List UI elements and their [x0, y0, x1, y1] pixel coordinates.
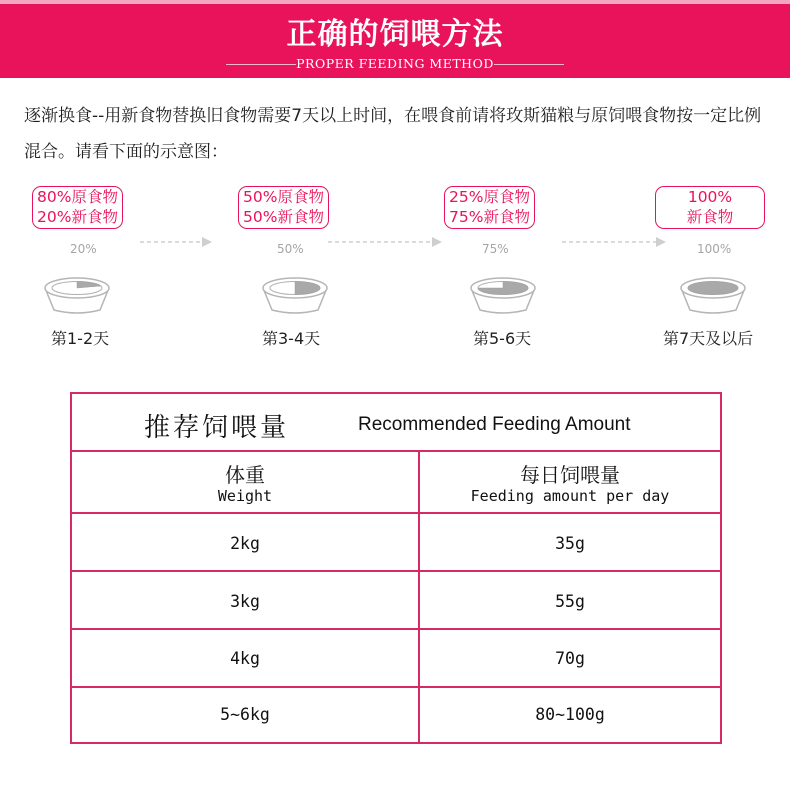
- arrow-right-icon: [140, 236, 215, 248]
- arrow-right-icon: [562, 236, 670, 248]
- stage-1-percent: 20%: [70, 242, 97, 256]
- banner-subtitle: PROPER FEEDING METHOD: [296, 56, 494, 71]
- bowl-icon: [250, 268, 340, 318]
- stage-3-ratio-label: 25%原食物 75%新食物: [444, 186, 535, 229]
- cell-amount: 80~100g: [535, 705, 605, 724]
- cell-amount: 70g: [555, 649, 585, 668]
- table-title-en: Recommended Feeding Amount: [358, 414, 631, 435]
- stage-1-days: 第1-2天: [51, 329, 110, 348]
- stage-1: [32, 186, 192, 356]
- bowl-icon: [458, 268, 548, 318]
- header-feeding-en: Feeding amount per day: [470, 487, 670, 505]
- title-banner: [0, 4, 790, 78]
- stage-4-days: 第7天及以后: [663, 329, 754, 348]
- bowl-icon: [668, 268, 758, 318]
- feeding-amount-table: [70, 392, 722, 744]
- table-divider: [72, 686, 720, 688]
- stage-3-days: 第5-6天: [473, 329, 532, 348]
- stage-2-ratio-label: 50%原食物 50%新食物: [238, 186, 329, 229]
- header-feeding-amount: [420, 450, 720, 505]
- bowl-icon: [32, 268, 122, 318]
- stage-1-ratio-label: 80%原食物 20%新食物: [32, 186, 123, 229]
- banner-rule-right: [494, 64, 564, 65]
- cell-weight: 3kg: [230, 592, 260, 611]
- table-divider: [72, 512, 720, 514]
- header-weight-en: Weight: [217, 487, 273, 505]
- cell-amount: 55g: [555, 592, 585, 611]
- cell-amount: 35g: [555, 534, 585, 553]
- intro-paragraph: 逐渐换食--用新食物替换旧食物需要7天以上时间，在喂食前请将玫斯猫粮与原饲喂食物按一定比例混合。请看下面的示意图：: [24, 106, 762, 162]
- header-weight-cn: 体重: [225, 463, 265, 487]
- cell-weight: 5~6kg: [220, 705, 270, 724]
- table-divider: [72, 628, 720, 630]
- stage-2-days: 第3-4天: [262, 329, 321, 348]
- stage-2-percent: 50%: [277, 242, 304, 256]
- table-title-cn: 推荐饲喂量: [144, 413, 290, 443]
- header-weight: [72, 450, 418, 505]
- stage-4-ratio-label: 100% 新食物: [655, 186, 765, 229]
- banner-title: 正确的饲喂方法: [286, 17, 504, 52]
- header-feeding-cn: 每日饲喂量: [520, 463, 620, 487]
- stage-4: [655, 186, 790, 356]
- arrow-right-icon: [328, 236, 446, 248]
- cell-weight: 2kg: [230, 534, 260, 553]
- food-fill: [688, 282, 738, 295]
- stage-2: [238, 186, 398, 356]
- stage-3: [444, 186, 604, 356]
- stage-4-percent: 100%: [697, 242, 732, 256]
- stage-3-percent: 75%: [482, 242, 509, 256]
- table-divider: [72, 570, 720, 572]
- cell-weight: 4kg: [230, 649, 260, 668]
